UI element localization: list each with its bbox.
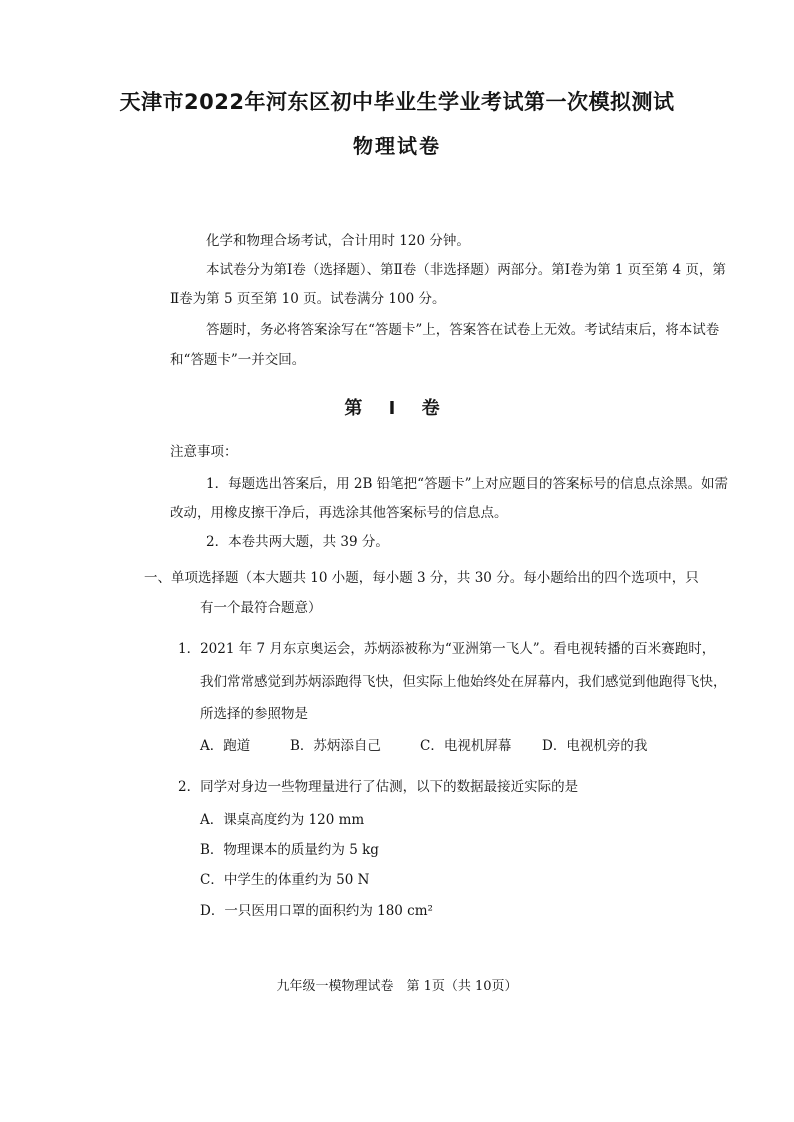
question-2-option-a: A．课桌高度约为 120 mm [200,812,365,828]
intro-line-5: 和“答题卡”一并交回。 [170,352,306,368]
question-1-option-a: A．跑道 [200,738,251,754]
question-2-option-c: C．中学生的体重约为 50 N [200,872,370,888]
question-2-option-d: D．一只医用口罩的面积约为 180 cm² [200,903,433,919]
question-2-stem: 2．同学对身边一些物理量进行了估测，以下的数据最接近实际的是 [178,779,579,795]
notes-item-1-line-2: 改动，用橡皮擦干净后，再选涂其他答案标号的信息点。 [170,505,508,521]
question-1-line-3: 所选择的参照物是 [200,706,308,722]
exam-title: 天津市2022年河东区初中毕业生学业考试第一次模拟测试 [119,90,675,114]
exam-subtitle: 物理试卷 [353,134,441,158]
intro-line-3: Ⅱ卷为第 5 页至第 10 页。试卷满分 100 分。 [170,291,446,307]
intro-line-1: 化学和物理合场考试，合计用时 120 分钟。 [206,233,470,249]
page-footer: 九年级一模物理试卷 第 1页（共 10页） [276,979,518,994]
notes-item-2: 2．本卷共两大题，共 39 分。 [206,534,389,550]
question-1-option-d: D．电视机旁的我 [542,738,648,754]
notes-item-1-line-1: 1．每题选出答案后，用 2B 铅笔把“答题卡”上对应题目的答案标号的信息点涂黑。如需 [206,476,728,492]
part-one-heading-line-2: 有一个最符合题意） [200,600,322,616]
question-1-option-b: B．苏炳添自己 [290,738,381,754]
section-title: 第 Ⅰ 卷 [344,398,450,419]
question-2-option-b: B．物理课本的质量约为 5 kg [200,842,379,858]
part-one-heading-line-1: 一、单项选择题（本大题共 10 小题，每小题 3 分，共 30 分。每小题给出的四个选项中，只 [144,570,699,586]
intro-line-2: 本试卷分为第Ⅰ卷（选择题）、第Ⅱ卷（非选择题）两部分。第Ⅰ卷为第 1 页至第 4 页，第 [206,262,726,278]
question-1-line-2: 我们常常感觉到苏炳添跑得飞快，但实际上他始终处在屏幕内，我们感觉到他跑得飞快， [200,674,727,690]
notes-heading: 注意事项： [170,444,238,460]
intro-line-4: 答题时，务必将答案涂写在“答题卡”上，答案答在试卷上无效。考试结束后，将本试卷 [206,322,720,338]
question-1-line-1: 1．2021 年 7 月东京奥运会，苏炳添被称为“亚洲第一飞人”。看电视转播的百米赛跑时， [178,641,716,657]
question-1-option-c: C．电视机屏幕 [420,738,512,754]
